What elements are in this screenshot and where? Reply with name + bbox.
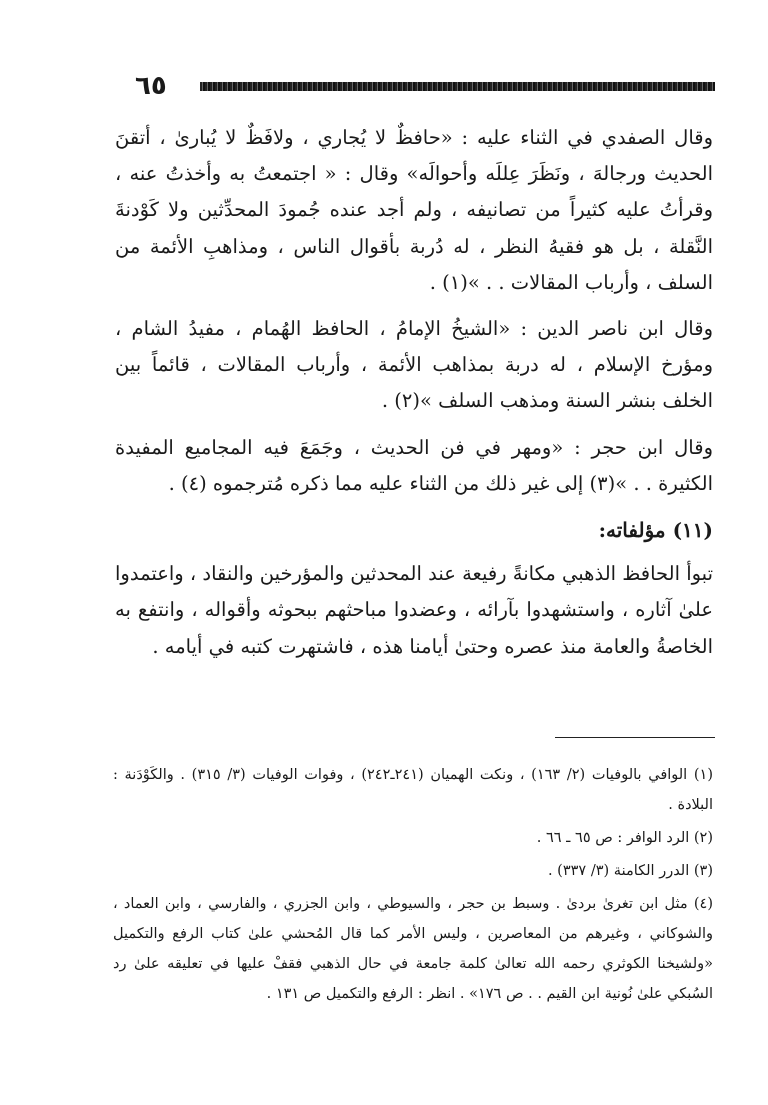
footnote-2: (٢) الرد الوافر : ص ٦٥ ـ ٦٦ . [536, 830, 713, 846]
section-heading: (١١) مؤلفاته: [598, 518, 713, 543]
paragraph-works-intro: تبوأ الحافظ الذهبي مكانةً رفيعة عند المحدثين والمؤرخين والنقاد ، واعتمدوا علىٰ آثاره ، واستشهدوا بآرائه ، وعضدوا مباحثهم ببحوثه وأقواله ، وانتفع به الخاصةُ والعامة منذ عصره وحتىٰ أيامنا هذه ، فاشتهرت كتبه في أيامه . [115, 562, 713, 658]
footnote-separator [555, 737, 715, 738]
header-rule [200, 82, 715, 91]
paragraph-safadi-quote: وقال الصفدي في الثناء عليه : «حافظٌ لا يُجاري ، ولافَظٌ لا يُبارىٰ ، أتقنَ الحديث ورجالهَ ، ونَظَرَ عِللَه وأحوالَه» وقال : « اجتمعتُ به وأخذتُ عنه ، وقرأتُ عليه كثيراً من تصانيفه ، ولم أجد عنده جُمودَ المحدِّثين ولا كَوْدنةَ النَّقلة ، بل هو فقيهُ النظر ، له دُربة بأقوال الناس ، ومذاهبِ الأئمة من السلف ، وأرباب المقالات . . »(١) . [115, 126, 713, 294]
footnotes [113, 760, 713, 1012]
page-number: ٦٥ [135, 71, 167, 101]
paragraph-ibn-nasir-quote: وقال ابن ناصر الدين : «الشيخُ الإمامُ ، الحافظ الهُمام ، مفيدُ الشام ، ومؤرخ الإسلام ، له دربة بمذاهب الأئمة ، وأرباب المقالات ، قائماً بين الخلف بنشر السنة ومذهب السلف »(٢) . [115, 317, 713, 413]
footnote-1: (١) الوافي بالوفيات (٢/ ١٦٣) ، ونكت الهميان (٢٤١ـ٢٤٢) ، وفوات الوفيات (٣/ ٣١٥) . والكَوْدَنة : البلادة . [113, 767, 713, 813]
paragraph-ibn-hajar-quote: وقال ابن حجر : «ومهر في فن الحديث ، وجَمَعَ فيه المجاميع المفيدة الكثيرة . . »(٣) إلى غير ذلك من الثناء عليه مما ذكره مُترجموه (٤) . [115, 435, 713, 495]
footnote-4: (٤) مثل ابن تغرىٰ بردىٰ . وسبط بن حجر ، والسيوطي ، وابن الجزري ، والفارسي ، وابن العماد ، والشوكاني ، وغيرهم من المعاصرين ، وليس الأمر كما قال المُحشي علىٰ كتاب الرفع والتكميل «ولشيخنا الكوثري رحمه الله تعالىٰ كلمة جامعة في حال الذهبي فقفْ عليها في تعليقه علىٰ رد السُبكي علىٰ نُونية ابن القيم . . ص ١٧٦» . انظر : الرفع والتكميل ص ١٣١ . [113, 896, 713, 1002]
footnote-3: (٣) الدرر الكامنة (٣/ ٣٣٧) . [547, 863, 713, 879]
main-text [115, 120, 713, 665]
